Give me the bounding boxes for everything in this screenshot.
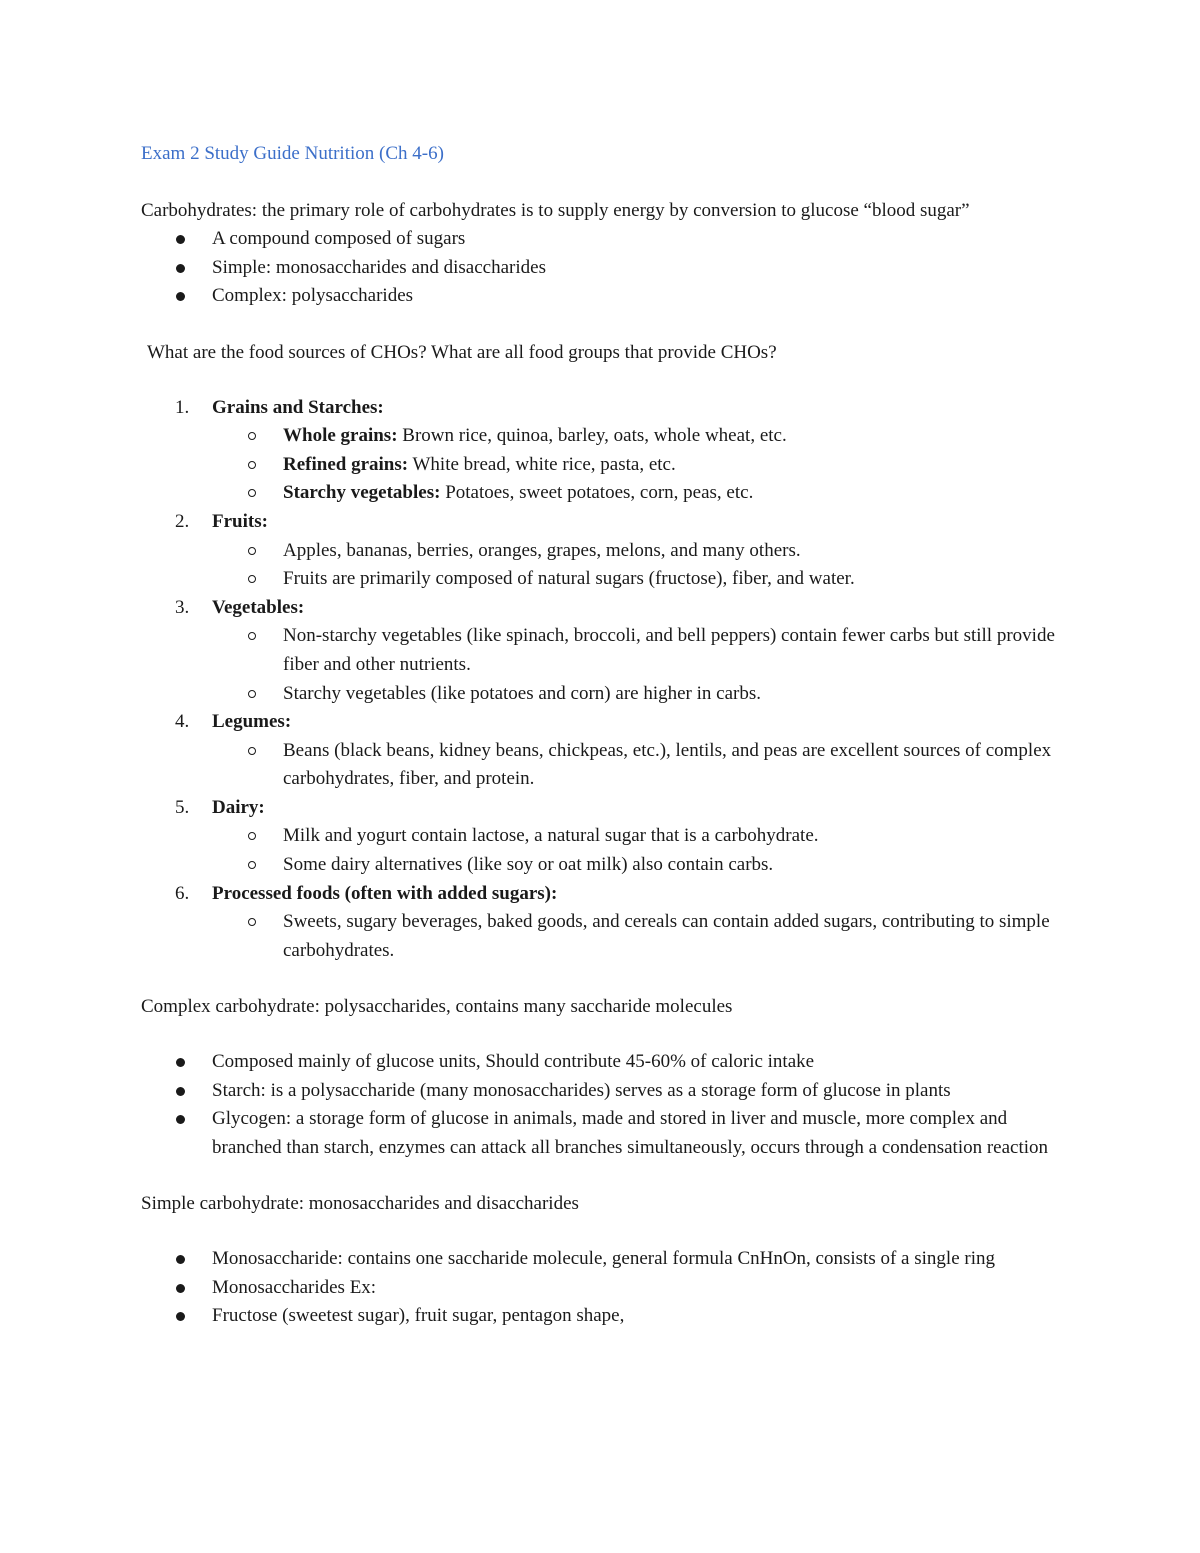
food-group-legumes	[141, 708, 1061, 794]
simple-carbs-intro: Simple carbohydrate: monosaccharides and disaccharides	[141, 1193, 579, 1215]
sub-list-item: Starchy vegetables (like potatoes and corn) are higher in carbs.	[212, 680, 1061, 709]
food-group-heading: Fruits:	[212, 510, 268, 532]
list-item: A compound composed of sugars	[141, 225, 1061, 254]
food-group-heading: Vegetables:	[212, 596, 305, 618]
sub-list-item	[212, 479, 1061, 508]
carbs-bullet-list	[141, 225, 1061, 311]
complex-carbs-intro: Complex carbohydrate: polysaccharides, contains many saccharide molecules	[141, 996, 733, 1018]
sub-list-item	[212, 451, 1061, 480]
list-item: Glycogen: a storage form of glucose in animals, made and stored in liver and muscle, more complex and branched than starch, enzymes can attack all branches simultaneously, occurs through a condensation reaction	[141, 1105, 1061, 1162]
sub-list	[212, 622, 1061, 708]
sub-list-item: Non-starchy vegetables (like spinach, broccoli, and bell peppers) contain fewer carbs but still provide fiber and other nutrients.	[212, 622, 1061, 679]
food-group-dairy	[141, 794, 1061, 880]
list-item: Monosaccharides Ex:	[141, 1274, 1061, 1303]
simple-bullet-list	[141, 1245, 1061, 1331]
item-label: Refined grains:	[283, 453, 409, 475]
sub-list	[212, 737, 1061, 794]
item-label: Whole grains:	[283, 425, 398, 447]
food-groups-list	[141, 394, 1061, 966]
sub-list-item: Beans (black beans, kidney beans, chickpeas, etc.), lentils, and peas are excellent sources of complex carbohydrates, fiber, and protein.	[212, 737, 1061, 794]
list-item: Starch: is a polysaccharide (many monosaccharides) serves as a storage form of glucose in plants	[141, 1077, 1061, 1106]
carbs-intro: Carbohydrates: the primary role of carbohydrates is to supply energy by conversion to glucose “blood sugar”	[141, 199, 970, 221]
list-number: 6.	[175, 882, 190, 904]
list-number: 4.	[175, 711, 190, 733]
food-group-grains	[141, 394, 1061, 508]
list-item: Complex: polysaccharides	[141, 282, 1061, 311]
page-title: Exam 2 Study Guide Nutrition (Ch 4-6)	[141, 143, 444, 164]
item-text: Brown rice, quinoa, barley, oats, whole wheat, etc.	[397, 425, 787, 447]
food-group-heading: Dairy:	[212, 796, 265, 818]
item-label: Starchy vegetables:	[283, 482, 441, 504]
sub-list-item	[212, 422, 1061, 451]
list-item: Fructose (sweetest sugar), fruit sugar, pentagon shape,	[141, 1302, 1061, 1331]
item-text: White bread, white rice, pasta, etc.	[408, 453, 676, 475]
sub-list-item: Milk and yogurt contain lactose, a natural sugar that is a carbohydrate.	[212, 822, 1061, 851]
sub-list	[212, 822, 1061, 879]
food-group-heading: Legumes:	[212, 711, 292, 733]
complex-bullet-list	[141, 1048, 1061, 1162]
sub-list	[212, 908, 1061, 965]
sub-list	[212, 422, 1061, 508]
item-text: Potatoes, sweet potatoes, corn, peas, etc.	[440, 482, 754, 504]
list-number: 2.	[175, 510, 190, 532]
food-group-heading: Processed foods (often with added sugars):	[212, 882, 558, 904]
sub-list-item: Fruits are primarily composed of natural sugars (fructose), fiber, and water.	[212, 565, 1061, 594]
sub-list-item: Sweets, sugary beverages, baked goods, and cereals can contain added sugars, contributing to simple carbohydrates.	[212, 908, 1061, 965]
sub-list	[212, 537, 1061, 594]
document-content	[141, 140, 1061, 1331]
list-number: 1.	[175, 396, 190, 418]
sub-list-item: Some dairy alternatives (like soy or oat milk) also contain carbs.	[212, 851, 1061, 880]
list-number: 3.	[175, 596, 190, 618]
food-sources-question: What are the food sources of CHOs? What are all food groups that provide CHOs?	[147, 341, 777, 363]
list-number: 5.	[175, 796, 190, 818]
list-item: Monosaccharide: contains one saccharide molecule, general formula CnHnOn, consists of a single ring	[141, 1245, 1061, 1274]
sub-list-item: Apples, bananas, berries, oranges, grapes, melons, and many others.	[212, 537, 1061, 566]
list-item: Simple: monosaccharides and disaccharides	[141, 254, 1061, 283]
list-item: Composed mainly of glucose units, Should contribute 45-60% of caloric intake	[141, 1048, 1061, 1077]
food-group-processed	[141, 880, 1061, 966]
food-group-fruits	[141, 508, 1061, 594]
food-group-vegetables	[141, 594, 1061, 708]
food-group-heading: Grains and Starches:	[212, 396, 384, 418]
